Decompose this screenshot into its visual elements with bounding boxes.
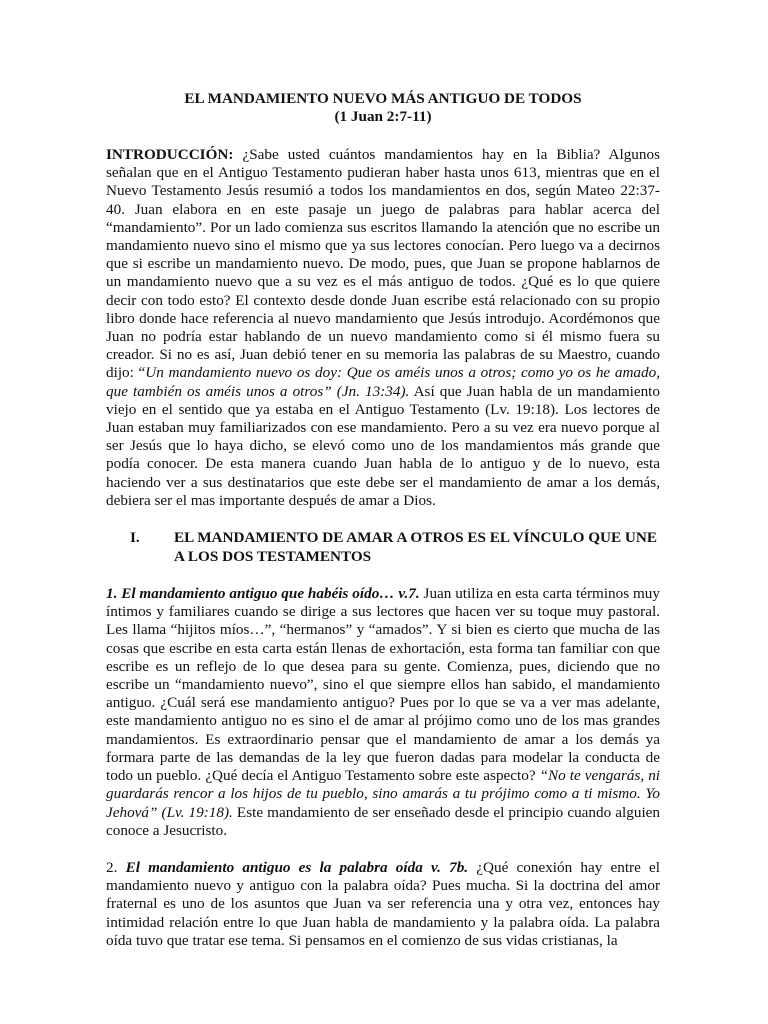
section-number: I. (130, 529, 140, 547)
point-1-quote: “No te vengarás, ni guardarás rencor a los hijos de tu pueblo, sino amarás a tu prójimo como a ti mismo. Yo Jehová” (Lv. 19:18). (106, 767, 661, 821)
point-1-text-1: Juan utiliza en esta carta términos muy íntimos y familiares cuando se dirige a sus lectores que hacen ver su toque muy pastoral. Les llama “hijitos míos…”, “hermanos” y “amados”. Y si bien es cierto que mucha de las cosas que escribe en esta carta están llenas de exhortación, esta forma tan familiar con que escribe es un reflejo de lo que desea para su gente. Comienza, pues, diciendo que no escribe un “mandamiento nuevo”, sino el que siempre ellos han sabido, el mandamiento antiguo. ¿Cuál será ese mandamiento antiguo? Pues por lo que se va a ver mas adelante, este mandamiento antiguo no es sino el de amar al prójimo como uno de los mas grandes mandamientos. Es extraordinario pensar que el mandamiento de amar a los demás ya formara parte de las demandas de la ley que fueron dadas para modelar la conducta de todo un pueblo. ¿Qué decía el Antiguo Testamento sobre este aspecto? (106, 585, 660, 785)
point-1-lead: 1. El mandamiento antiguo que habéis oído… v.7. (106, 585, 420, 603)
section-heading (106, 529, 660, 566)
point-1-text-2: Este mandamiento de ser enseñado desde el principio cuando alguien conoce a Jesucristo. (106, 803, 660, 839)
point-2-paragraph (106, 859, 660, 950)
intro-text-1: ¿Sabe usted cuántos mandamientos hay en la Biblia? Algunos señalan que en el Antiguo Testamento pudieran haber hasta unos 613, mientras que en el Nuevo Testamento Jesús resumió a todos los mandamientos en dos, según Mateo 22:37-40. Juan elabora en en este pasaje un juego de palabras para hablar acerca del “mandamiento”. Por un lado comienza sus escritos llamando la atención que no escribe un mandamiento nuevo sino el mismo que ya sus lectores conocían. Pero luego va a decirnos que si escribe un mandamiento nuevo. De modo, pues, que Juan se propone hablarnos de un mandamiento nuevo que a su vez es el más antiguo de todos. ¿Qué es lo que quiere decir con todo esto? El contexto desde donde Juan escribe está relacionado con su propio libro donde hace referencia al nuevo mandamiento que Jesús introdujo. Acordémonos que Juan no podría estar hablando de un nuevo mandamiento como si él mismo fuera su creador. Si no es así, Juan debió tener en su memoria las palabras de su Maestro, cuando dijo: “ (106, 146, 660, 382)
point-2-text-1: ¿Qué conexión hay entre el mandamiento nuevo y antiguo con la palabra oída? Pues mucha. Si la doctrina del amor fraternal es uno de los asuntos que Juan va ser referencia una y otra vez, entonces hay intimidad relación entre lo que Juan habla de mandamiento y la palabra oída. La palabra oída tuvo que tratar ese tema. Si pensamos en el comienzo de sus vidas cristianas, la (106, 858, 660, 949)
point-2-number: 2. (106, 858, 118, 876)
intro-text-2: Así que Juan habla de un mandamiento viejo en el sentido que ya estaba en el Antiguo Testamento (Lv. 19:18). Los lectores de Juan estaban muy familiarizados con ese mandamiento. Pero a su vez era nuevo porque al ser Jesús que lo haya dicho, se elevó como uno de los mandamientos más grande que podía conocer. De esta manera cuando Juan habla de lo antiguo y de lo nuevo, esta haciendo ver a sus destinatarios que este debe ser el mandamiento de amar a los demás, debiera ser el mas importante después de amar a Dios. (106, 382, 660, 509)
intro-quote: Un mandamiento nuevo os doy: Que os améis unos a otros; como yo os he amado, que también os améis unos a otros” (Jn. 13:34). (106, 364, 660, 400)
document-body (106, 90, 660, 950)
document-title: EL MANDAMIENTO NUEVO MÁS ANTIGUO DE TODOS (184, 90, 582, 107)
intro-paragraph (106, 146, 660, 510)
point-2-lead: El mandamiento antiguo es la palabra oída v. 7b. (117, 858, 469, 876)
intro-label: INTRODUCCIÓN: (106, 146, 234, 163)
point-1-paragraph (106, 585, 660, 840)
section-title: EL MANDAMIENTO DE AMAR A OTROS ES EL VÍNCULO QUE UNE A LOS DOS TESTAMENTOS (174, 529, 657, 565)
document-subtitle: (1 Juan 2:7-11) (334, 108, 432, 125)
